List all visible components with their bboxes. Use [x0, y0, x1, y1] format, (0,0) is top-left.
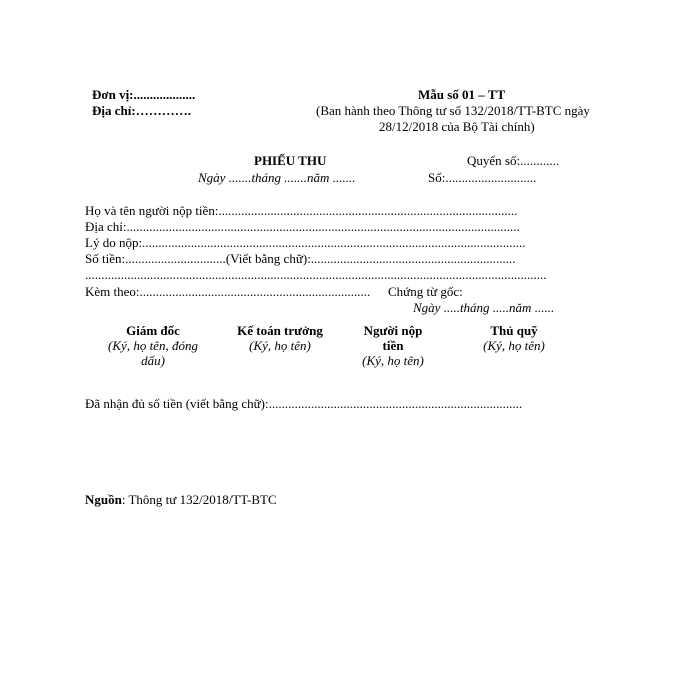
signature-title: Người nộp tiền — [363, 323, 423, 353]
signature-payer — [352, 323, 434, 368]
signature-director — [95, 323, 211, 368]
received-amount-field: Đã nhận đủ số tiền (viết bằng chữ):.............................................................................. — [85, 396, 523, 411]
signature-note: (Ký, họ tên) — [362, 353, 424, 368]
signature-note: (Ký, họ tên) — [483, 338, 545, 353]
signature-title: Kế toán trưởng — [237, 323, 323, 338]
amount-words-field: (Viết bằng chữ):............................................................... — [225, 251, 516, 266]
source-line — [85, 492, 277, 507]
continuation-line: .............................................................................................................................................. — [85, 267, 547, 282]
signature-note: (Ký, họ tên) — [249, 338, 311, 353]
source-label: Nguồn — [85, 492, 122, 507]
receipt-title: PHIẾU THU — [254, 153, 327, 168]
payer-name-field: Họ và tên người nộp tiền:............................................................................................ — [85, 203, 518, 218]
issued-by-line-1: (Ban hành theo Thông tư số 132/2018/TT-BTC ngày — [316, 103, 590, 118]
amount-field — [85, 251, 516, 266]
source-text: : Thông tư 132/2018/TT-BTC — [121, 492, 277, 507]
unit-field: Đơn vị:................... — [92, 87, 196, 102]
receipt-number: Số:............................ — [428, 170, 537, 185]
book-number: Quyển số:............ — [467, 153, 560, 168]
attachments-field: Kèm theo:....................................................................... — [85, 284, 371, 299]
original-docs-label: Chứng từ gốc: — [388, 284, 463, 299]
amount-label: Số tiền:............................... — [85, 251, 226, 266]
payer-address-field: Địa chỉ:......................................................................................................................... — [85, 219, 520, 234]
signature-cashier — [468, 323, 560, 353]
receipt-date: Ngày .......tháng .......năm ....... — [198, 170, 356, 185]
issued-by-line-2: 28/12/2018 của Bộ Tài chính) — [379, 119, 535, 134]
unit-address-field: Địa chỉ:…………. — [92, 103, 191, 118]
form-number: Mẫu số 01 – TT — [418, 87, 506, 102]
signature-title: Thủ quỹ — [490, 323, 538, 338]
reason-field: Lý do nộp:...................................................................................................................... — [85, 235, 526, 250]
signature-note: (Ký, họ tên, đóng dấu) — [108, 338, 198, 368]
signature-chief-accountant — [224, 323, 336, 353]
signature-title: Giám đốc — [126, 323, 180, 338]
sign-date: Ngày .....tháng .....năm ...... — [413, 300, 555, 315]
